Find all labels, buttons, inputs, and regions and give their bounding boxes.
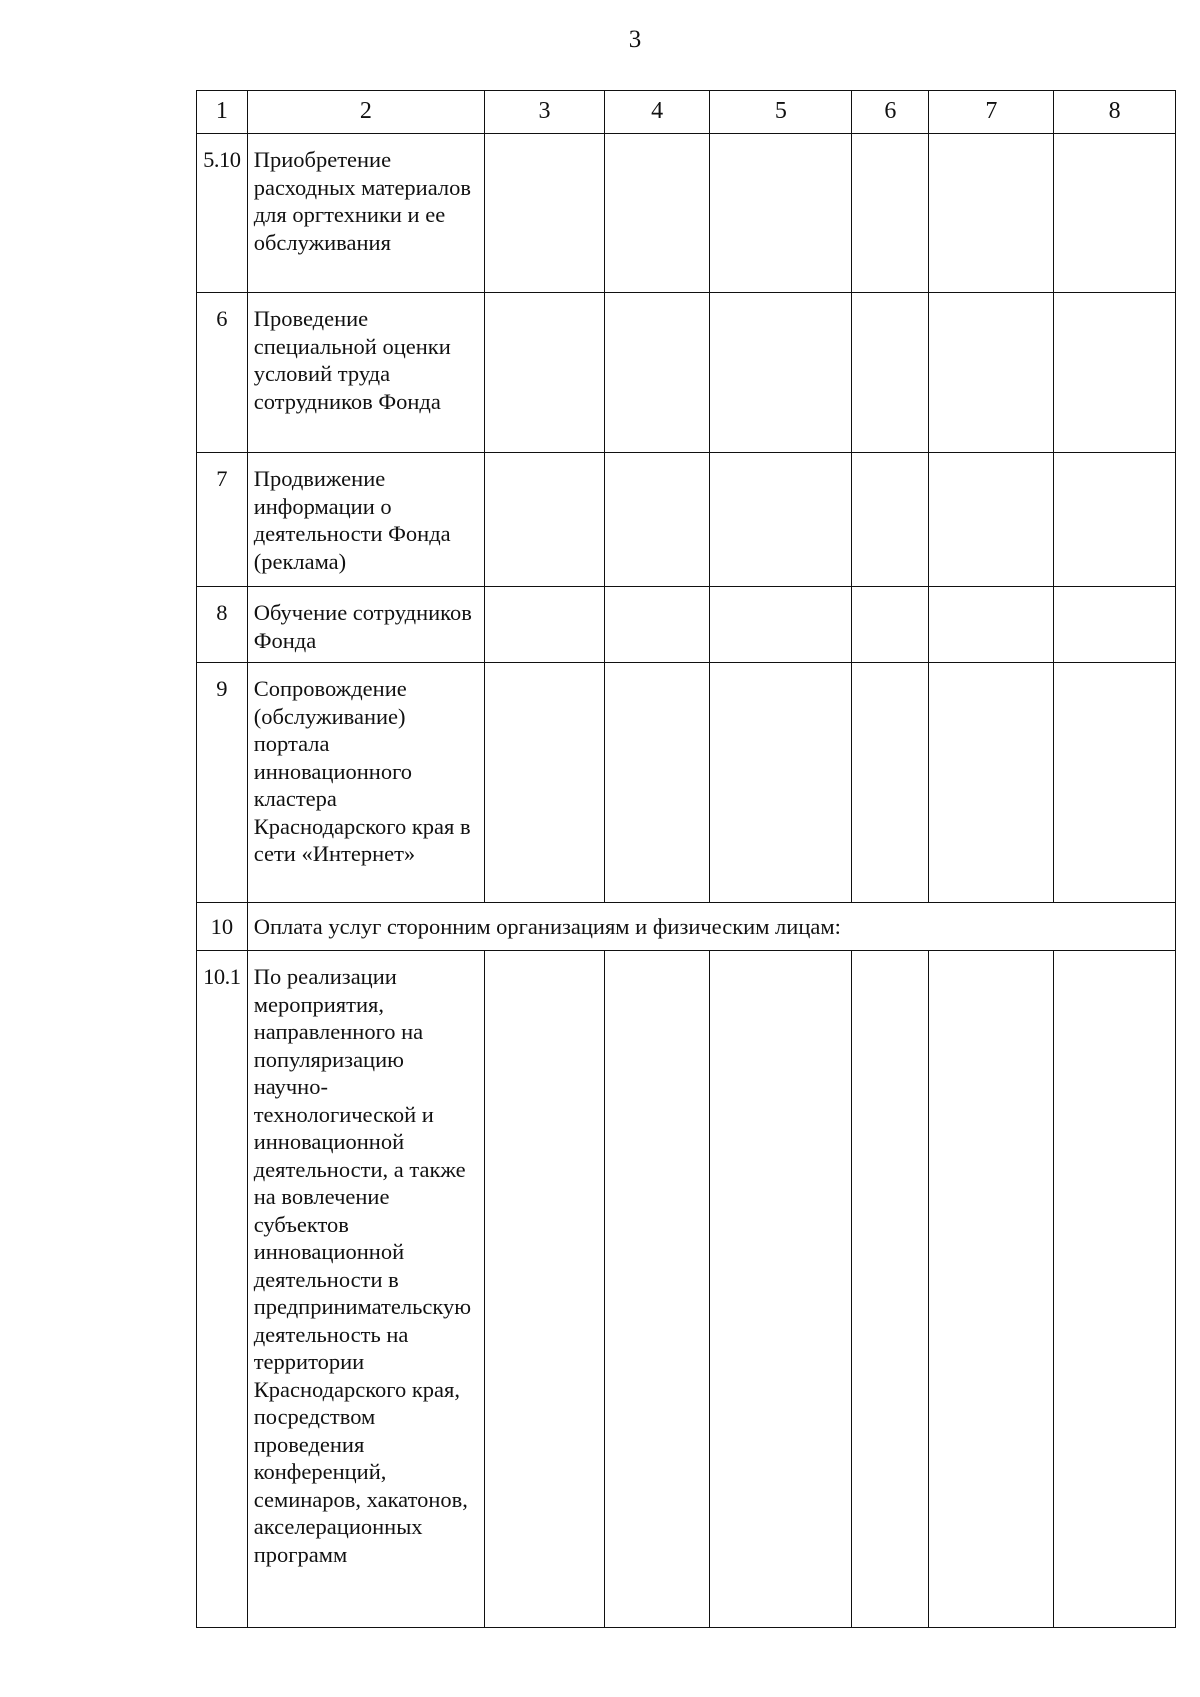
column-header: 5: [710, 91, 852, 134]
empty-cell: [852, 663, 929, 903]
empty-cell: [710, 453, 852, 587]
page-number: 3: [628, 26, 642, 53]
empty-cell: [929, 293, 1054, 453]
empty-cell: [485, 951, 605, 1628]
empty-cell: [485, 587, 605, 663]
row-number: 9: [197, 663, 248, 903]
column-header: 4: [604, 91, 710, 134]
empty-cell: [485, 293, 605, 453]
row-number: 8: [197, 587, 248, 663]
column-header: 3: [485, 91, 605, 134]
empty-cell: [1054, 951, 1176, 1628]
empty-cell: [710, 951, 852, 1628]
empty-cell: [604, 453, 710, 587]
column-header: 6: [852, 91, 929, 134]
empty-cell: [852, 134, 929, 293]
empty-cell: [1054, 453, 1176, 587]
empty-cell: [710, 663, 852, 903]
empty-cell: [604, 587, 710, 663]
table-row: [197, 903, 1176, 951]
empty-cell: [929, 663, 1054, 903]
empty-cell: [929, 587, 1054, 663]
row-description: По реализации мероприятия, направленного на популяризацию научно-технологической и инновационной деятельности, а также на вовлечение субъектов инновационной деятельности в предпринимательскую деятельность на территории Краснодарского края, посредством проведения конференций, семинаров, хакатонов, акселерационных программ: [247, 951, 484, 1628]
column-header: 8: [1054, 91, 1176, 134]
row-number: 10.1: [197, 951, 248, 1628]
empty-cell: [852, 453, 929, 587]
empty-cell: [852, 587, 929, 663]
empty-cell: [604, 134, 710, 293]
row-description: Оплата услуг сторонним организациям и физическим лицам:: [247, 903, 1175, 951]
table-row: [197, 134, 1176, 293]
row-description: Продвижение информации о деятельности Фонда (реклама): [247, 453, 484, 587]
row-number: 5.10: [197, 134, 248, 293]
empty-cell: [604, 951, 710, 1628]
row-description: Приобретение расходных материалов для оргтехники и ее обслуживания: [247, 134, 484, 293]
table-row: [197, 663, 1176, 903]
empty-cell: [1054, 663, 1176, 903]
table-header-row: [197, 91, 1176, 134]
empty-cell: [485, 453, 605, 587]
empty-cell: [710, 587, 852, 663]
empty-cell: [485, 134, 605, 293]
row-number: 7: [197, 453, 248, 587]
row-number: 10: [197, 903, 248, 951]
row-description: Сопровождение (обслуживание) портала инновационного кластера Краснодарского края в сети «Интернет»: [247, 663, 484, 903]
empty-cell: [929, 134, 1054, 293]
table-row: [197, 951, 1176, 1628]
table-row: [197, 453, 1176, 587]
empty-cell: [604, 663, 710, 903]
column-header: 2: [247, 91, 484, 134]
empty-cell: [604, 293, 710, 453]
empty-cell: [1054, 293, 1176, 453]
empty-cell: [852, 951, 929, 1628]
empty-cell: [485, 663, 605, 903]
column-header: 1: [197, 91, 248, 134]
empty-cell: [1054, 134, 1176, 293]
empty-cell: [929, 453, 1054, 587]
table-row: [197, 293, 1176, 453]
empty-cell: [710, 134, 852, 293]
empty-cell: [852, 293, 929, 453]
table-row: [197, 587, 1176, 663]
budget-table: [196, 90, 1176, 1628]
row-description: Обучение сотрудников Фонда: [247, 587, 484, 663]
column-header: 7: [929, 91, 1054, 134]
empty-cell: [1054, 587, 1176, 663]
empty-cell: [929, 951, 1054, 1628]
empty-cell: [710, 293, 852, 453]
row-description: Проведение специальной оценки условий труда сотрудников Фонда: [247, 293, 484, 453]
row-number: 6: [197, 293, 248, 453]
